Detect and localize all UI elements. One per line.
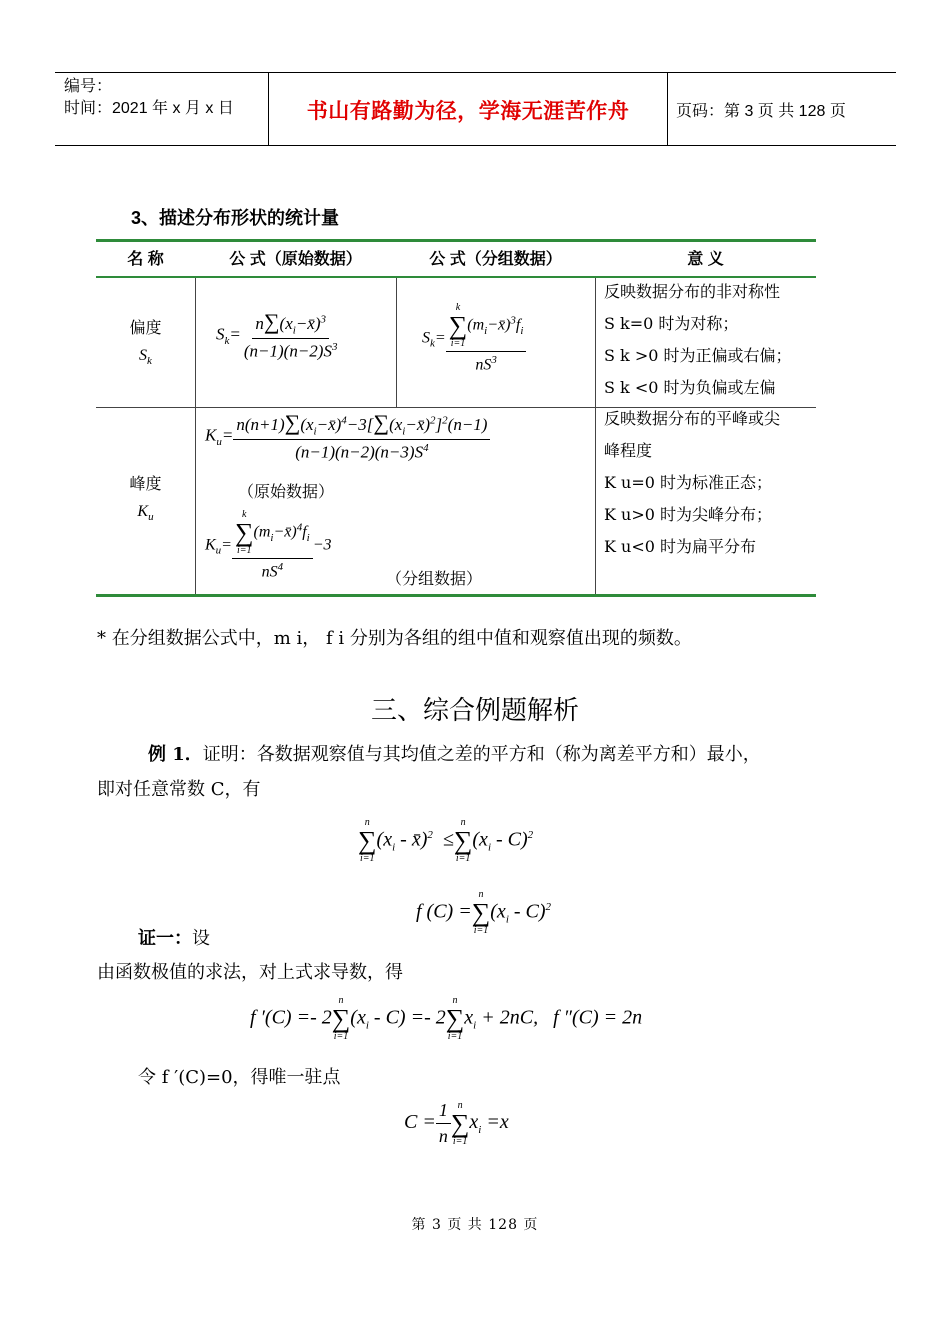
skewness-grouped-formula: $S_k=$ k ∑ i=1 $(m_i-x̄)^3f_i$ $nS^3$ [422,303,526,374]
table-header-raw-formula: 公 式（原始数据） [229,251,362,268]
skewness-meaning-line: S k=0 时为对称； [604,314,739,333]
header-divider-right [667,72,668,145]
proof-text: 设 [192,928,210,949]
kurtosis-meaning [604,403,780,563]
kurtosis-meaning-line: 反映数据分布的平峰或尖 [604,409,781,428]
kurtosis-meaning-line: K u<0 时为扁平分布 [604,537,757,556]
kurtosis-grouped-note: （分组数据） [386,569,483,588]
skewness-name-cell [96,314,195,375]
kurtosis-symbol: $K_u$ [137,503,154,524]
header-bottom-rule [55,145,896,146]
header-top-rule [55,72,896,73]
stationary-point-formula: C = $\frac{1}{n}$ n ∑ i=1 $x_i =x$ [404,1099,509,1147]
skewness-meaning-line: S k >0 时为正偏或右偏； [604,346,792,365]
skewness-meaning-line: S k <0 时为负偏或左偏 [604,378,776,397]
table-col-divider-1 [195,278,196,594]
table-note: * 在分组数据公式中，m i， f i 分别为各组的组中值和观察值出现的频数。 [97,628,692,649]
page-footer: 第 3 页 共 128 页 [411,1217,539,1233]
header-divider-left [268,72,269,145]
header-page-info: 页码：第 3 页 共 128 页 [676,103,846,120]
table-top-rule [96,239,816,242]
example-line-1 [148,740,761,766]
example-line-2: 即对任意常数 C，有 [97,779,261,800]
skewness-name: 偏度 [129,318,162,337]
example-label: 例 1． [148,744,203,765]
kurtosis-name-cell [96,470,195,531]
proof-label: 证一： [138,928,192,949]
kurtosis-name: 峰度 [129,474,162,493]
header-time-label: 时间：2021 年 x 月 x 日 [64,100,234,117]
kurtosis-meaning-line: K u>0 时为尖峰分布； [604,505,773,524]
function-definition-formula: f (C) = n ∑ i=1 $(x_i - C)^2$ [416,889,552,936]
header-number-label: 编号： [64,78,113,95]
let-text: 令 f ′(C)=0，得唯一驻点 [138,1067,341,1088]
kurtosis-raw-formula: $K_u=$ $\frac{n(n+1)\sum(x_i-x̄)^4-3[\sum(x_i-x̄)^2]^2(n-1)}{(n-1)(n-2)(n-3)S^4}$ [205,410,490,463]
skewness-raw-formula: $S_k=$ $\frac{n\sum(x_i-x̄)^3}{(n-1)(n-2)S^3}$ [216,309,338,362]
table-col-divider-2 [396,278,397,407]
kurtosis-raw-note: （原始数据） [238,482,335,501]
skewness-meaning-line: 反映数据分布的非对称性 [604,282,781,301]
proof-line [138,924,210,950]
derivative-formula: f ′(C) =- 2 n ∑ i=1 $(x_i - C) =- 2$ n ∑ i=1 $x_i + 2nC$, f ″(C) = 2n [250,995,643,1042]
kurtosis-meaning-line: 峰程度 [604,441,653,460]
example-statement: 证明：各数据观察值与其均值之差的平方和（称为离差平方和）最小， [202,744,761,765]
skewness-symbol: $S_k$ [139,347,152,368]
section-heading: 三、综合例题解析 [370,696,579,726]
table-col-divider-3 [595,278,596,594]
derive-text: 由函数极值的求法，对上式求导数，得 [97,962,403,983]
table-bottom-rule [96,594,816,597]
table-header-meaning: 意 义 [687,251,724,268]
section-title: 3、描述分布形状的统计量 [131,208,340,228]
header-left [64,76,234,120]
table-header-grouped-formula: 公 式（分组数据） [429,251,562,268]
kurtosis-meaning-line: K u=0 时为标准正态； [604,473,773,492]
kurtosis-grouped-formula: $K_u=$ k ∑ i=1 $(m_i-x̄)^4f_i$ $nS^4$ −3 [205,509,332,581]
header-motto: 书山有路勤为径，学海无涯苦作舟 [306,100,630,123]
skewness-meaning [604,276,792,404]
table-header-name: 名 称 [127,251,164,268]
inequality-formula: n ∑ i=1 ($x_i$ - x̄)$^2$ ≤ n ∑ i=1 $(x_i - C)^2$ [358,817,534,864]
